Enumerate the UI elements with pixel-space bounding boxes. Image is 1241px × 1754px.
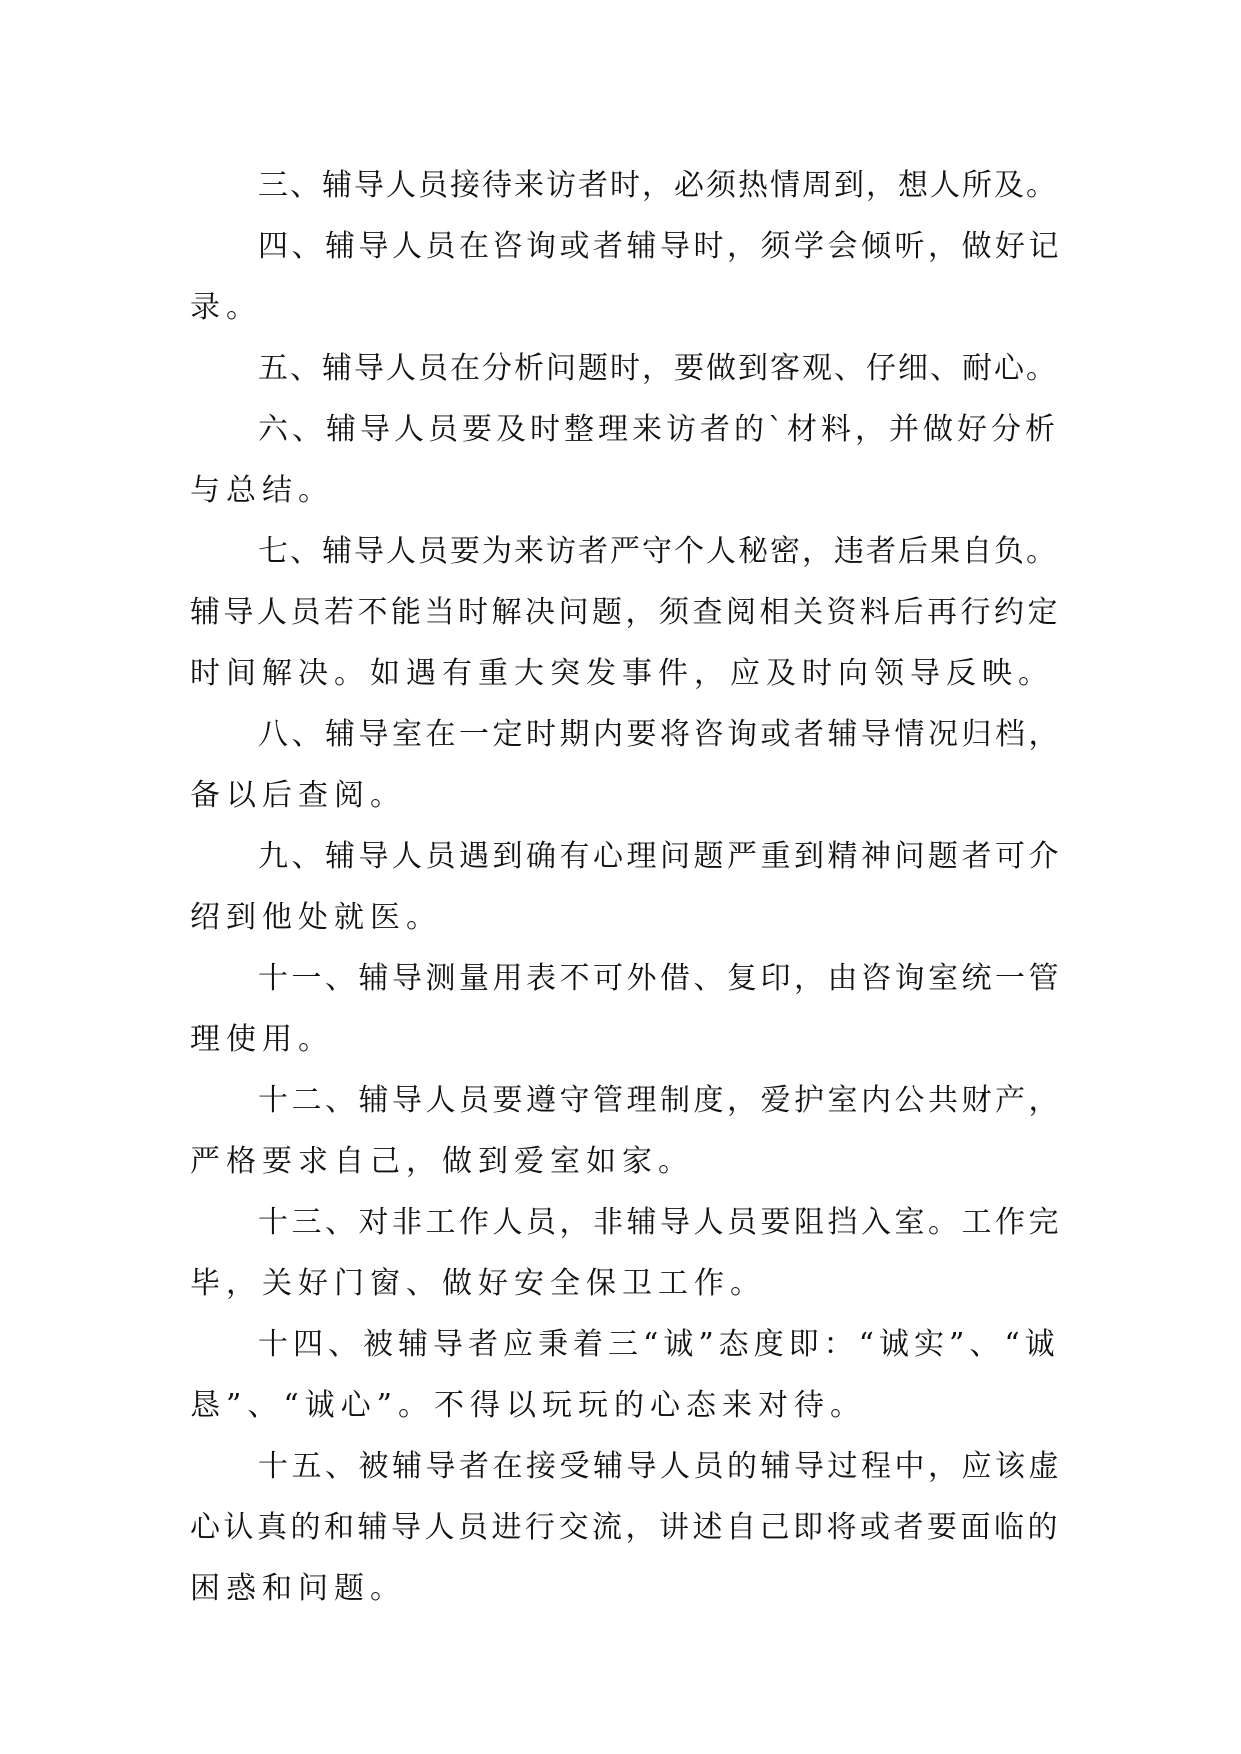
rule-4-line-1: 四、辅导人员在咨询或者辅导时，须学会倾听，做好记 [258, 229, 1062, 264]
rule-11-line-2: 理使用。 [190, 1022, 334, 1057]
rule-15-line-1: 十五、被辅导者在接受辅导人员的辅导过程中，应该虚 [258, 1449, 1062, 1484]
rule-12-line-1: 十二、辅导人员要遵守管理制度，爱护室内公共财产， [258, 1083, 1062, 1118]
rule-5-line-1: 五、辅导人员在分析问题时，要做到客观、仔细、耐心。 [258, 351, 1058, 386]
rule-15-line-3: 困惑和问题。 [190, 1571, 406, 1606]
rule-14-line-2: 恳”、“诚心”。不得以玩玩的心态来对待。 [190, 1388, 867, 1423]
rule-7-line-1: 七、辅导人员要为来访者严守个人秘密，违者后果自负。 [258, 534, 1058, 569]
rule-6-paragraph [190, 399, 1070, 521]
rule-6-line-2: 与总结。 [190, 473, 334, 508]
rule-12-line-2: 严格要求自己，做到爱室如家。 [190, 1144, 694, 1179]
rule-13-paragraph [190, 1192, 1070, 1314]
rule-8-line-2: 备以后查阅。 [190, 778, 406, 813]
rule-8-line-1: 八、辅导室在一定时期内要将咨询或者辅导情况归档， [258, 717, 1062, 752]
rule-11-line-1: 十一、辅导测量用表不可外借、复印，由咨询室统一管 [258, 961, 1062, 996]
rule-9-line-2: 绍到他处就医。 [190, 900, 442, 935]
rule-11-paragraph [190, 948, 1070, 1070]
rule-3-paragraph [190, 155, 1070, 216]
rule-15-line-2: 心认真的和辅导人员进行交流，讲述自己即将或者要面临的 [190, 1510, 1061, 1545]
rule-7-paragraph [190, 521, 1070, 704]
rule-4-paragraph [190, 216, 1070, 338]
rule-3-line-1: 三、辅导人员接待来访者时，必须热情周到，想人所及。 [258, 168, 1058, 203]
rule-15-paragraph [190, 1436, 1070, 1619]
rule-13-line-2: 毕，关好门窗、做好安全保卫工作。 [190, 1266, 766, 1301]
rule-14-line-1: 十四、被辅导者应秉着三“诚”态度即：“诚实”、“诚 [258, 1327, 1060, 1362]
rule-4-line-2: 录。 [190, 290, 262, 325]
rule-9-paragraph [190, 826, 1070, 948]
rule-5-paragraph [190, 338, 1070, 399]
rule-8-paragraph [190, 704, 1070, 826]
rule-13-line-1: 十三、对非工作人员，非辅导人员要阻挡入室。工作完 [258, 1205, 1062, 1240]
rule-12-paragraph [190, 1070, 1070, 1192]
rule-7-line-2: 辅导人员若不能当时解决问题，须查阅相关资料后再行约定 [190, 595, 1061, 630]
rule-7-line-3: 时间解决。如遇有重大突发事件，应及时向领导反映。 [190, 656, 1054, 691]
rule-14-paragraph [190, 1314, 1070, 1436]
rule-9-line-1: 九、辅导人员遇到确有心理问题严重到精神问题者可介 [258, 839, 1062, 874]
rule-6-line-1: 六、辅导人员要及时整理来访者的`材料，并做好分析 [258, 412, 1059, 447]
